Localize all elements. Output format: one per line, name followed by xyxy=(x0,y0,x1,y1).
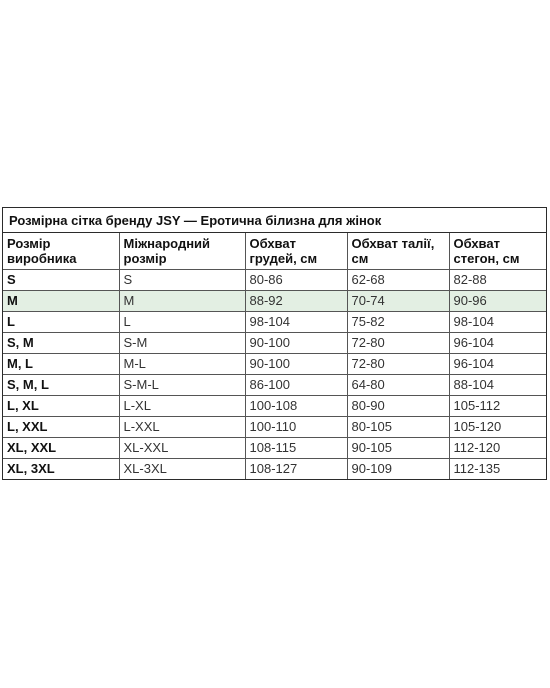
table-row xyxy=(3,395,546,416)
header-row xyxy=(3,233,546,269)
cell-international-size: XL-3XL xyxy=(119,458,245,479)
table-row xyxy=(3,416,546,437)
cell-hips: 105-120 xyxy=(449,416,546,437)
table-row xyxy=(3,458,546,479)
cell-waist: 64-80 xyxy=(347,374,449,395)
cell-hips: 112-135 xyxy=(453,461,501,476)
cell-international-size: S-M-L xyxy=(119,374,245,395)
table-row xyxy=(3,269,546,290)
cell-maker-size: M, L xyxy=(3,353,119,374)
cell-international-size: L-XL xyxy=(119,395,245,416)
cell-hips: 112-120 xyxy=(449,437,546,458)
cell-international-size: M-L xyxy=(119,353,245,374)
cell-international-size: M xyxy=(119,290,245,311)
cell-waist: 90-109 xyxy=(347,458,449,479)
cell-maker-size: S xyxy=(3,269,119,290)
header-maker-size: Розмір виробника xyxy=(3,233,119,269)
cell-hips: 96-104 xyxy=(449,353,546,374)
cell-waist: 80-105 xyxy=(347,416,449,437)
cell-hips: 90-96 xyxy=(449,290,546,311)
table-row xyxy=(3,374,546,395)
table-row-highlighted xyxy=(3,290,546,311)
table-row xyxy=(3,332,546,353)
cell-waist: 90-105 xyxy=(347,437,449,458)
cell-hips: 96-104 xyxy=(449,332,546,353)
header-international-size: Міжнародний розмір xyxy=(119,233,245,269)
table-row xyxy=(3,437,546,458)
cell-international-size: S-M xyxy=(119,332,245,353)
cell-international-size: XL-XXL xyxy=(119,437,245,458)
cell-bust: 90-100 xyxy=(245,332,347,353)
table-row xyxy=(3,353,546,374)
cell-waist: 62-68 xyxy=(347,269,449,290)
cell-maker-size: XL, XXL xyxy=(3,437,119,458)
cell-maker-size: S, M, L xyxy=(3,374,119,395)
cell-maker-size: M xyxy=(3,290,119,311)
cell-bust: 108-127 xyxy=(245,458,347,479)
cell-hips: 105-112 xyxy=(449,395,546,416)
cell-maker-size: L xyxy=(3,311,119,332)
cell-bust: 100-108 xyxy=(245,395,347,416)
cell-maker-size: S, M xyxy=(3,332,119,353)
cell-bust: 100-110 xyxy=(245,416,347,437)
cell-international-size: S xyxy=(119,269,245,290)
cell-international-size: L-XXL xyxy=(119,416,245,437)
cell-maker-size: L, XL xyxy=(3,395,119,416)
header-hips: Обхват стегон, см xyxy=(449,233,546,269)
cell-waist: 75-82 xyxy=(347,311,449,332)
size-table xyxy=(3,233,546,479)
header-bust: Обхват грудей, см xyxy=(245,233,347,269)
cell-bust: 88-92 xyxy=(245,290,347,311)
cell-bust: 80-86 xyxy=(245,269,347,290)
cell-bust: 90-100 xyxy=(245,353,347,374)
cell-hips: 98-104 xyxy=(449,311,546,332)
cell-international-size: L xyxy=(119,311,245,332)
cell-bust: 98-104 xyxy=(245,311,347,332)
cell-waist: 72-80 xyxy=(347,353,449,374)
cell-hips: 88-104 xyxy=(449,374,546,395)
cell-waist: 70-74 xyxy=(347,290,449,311)
cell-hips: 82-88 xyxy=(449,269,546,290)
table-row xyxy=(3,311,546,332)
cell-maker-size: L, XXL xyxy=(3,416,119,437)
size-chart xyxy=(2,207,547,480)
cell-maker-size: XL, 3XL xyxy=(3,458,119,479)
table-caption: Розмірна сітка бренду JSY — Еротична білизна для жінок xyxy=(3,208,546,233)
header-waist: Обхват талії, см xyxy=(347,233,449,269)
cell-waist: 72-80 xyxy=(347,332,449,353)
cell-waist: 80-90 xyxy=(347,395,449,416)
cell-bust: 86-100 xyxy=(245,374,347,395)
cell-bust: 108-115 xyxy=(245,437,347,458)
